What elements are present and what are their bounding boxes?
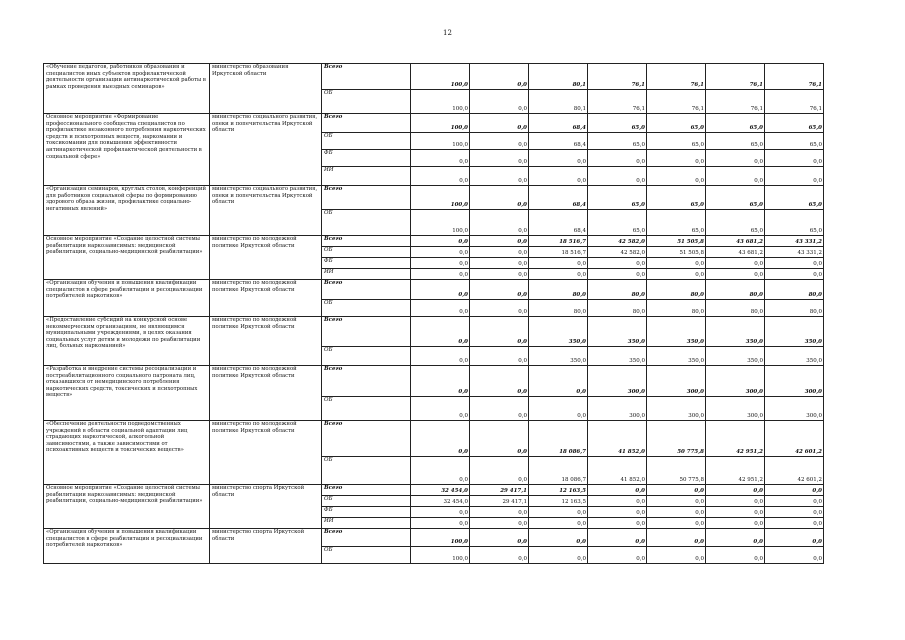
amount-cell: 80,0 [706,280,765,300]
amount-cell: 0,0 [588,518,647,529]
funding-source-cell: ОБ [322,300,411,317]
amount-cell: 76,1 [588,90,647,114]
funding-source-cell: ОБ [322,457,411,485]
funding-source-cell: ОБ [322,133,411,150]
amount-cell: 0,0 [411,397,470,421]
table-row [44,114,824,133]
funding-source-cell: ОБ [322,90,411,114]
funding-source-cell: ИИ [322,167,411,186]
funding-source-cell: Всего [322,529,411,547]
table-row [44,421,824,457]
amount-cell: 80,0 [706,300,765,317]
amount-cell: 51 505,8 [647,247,706,258]
amount-cell: 18 086,7 [529,421,588,457]
amount-cell: 0,0 [706,529,765,547]
amount-cell: 43 681,2 [706,247,765,258]
amount-cell: 0,0 [470,529,529,547]
funding-source-cell: Всего [322,280,411,300]
measure-description: «Разработка и внедрение системы ресоциализации и постреабилитационного социального патроната лиц, отказавшихся от немедицинского потребления наркотических средств, токсических и психотропных веществ» [44,366,210,421]
amount-cell: 0,0 [706,496,765,507]
amount-cell: 0,0 [470,421,529,457]
amount-cell: 0,0 [529,258,588,269]
amount-cell: 80,0 [647,300,706,317]
amount-cell: 0,0 [765,529,824,547]
amount-cell: 42 582,0 [588,236,647,247]
amount-cell: 0,0 [765,518,824,529]
amount-cell: 80,0 [588,280,647,300]
funding-source-cell: ОБ [322,547,411,564]
amount-cell: 65,0 [765,210,824,236]
amount-cell: 350,0 [588,317,647,347]
amount-cell: 29 417,1 [470,485,529,496]
amount-cell: 0,0 [588,150,647,167]
amount-cell: 0,0 [470,90,529,114]
amount-cell: 76,1 [647,64,706,90]
amount-cell: 68,4 [529,133,588,150]
funding-source-cell: ИИ [322,269,411,280]
funding-source-cell: ОБ [322,247,411,258]
amount-cell: 0,0 [470,397,529,421]
amount-cell: 80,1 [529,64,588,90]
amount-cell: 100,0 [411,186,470,210]
amount-cell: 300,0 [706,366,765,397]
amount-cell: 0,0 [706,547,765,564]
amount-cell: 100,0 [411,529,470,547]
amount-cell: 0,0 [647,167,706,186]
amount-cell: 0,0 [647,258,706,269]
funding-source-cell: Всего [322,186,411,210]
amount-cell: 12 163,5 [529,485,588,496]
amount-cell: 350,0 [647,317,706,347]
amount-cell: 300,0 [765,397,824,421]
amount-cell: 0,0 [470,64,529,90]
amount-cell: 0,0 [529,150,588,167]
amount-cell: 0,0 [470,518,529,529]
amount-cell: 350,0 [588,347,647,366]
amount-cell: 76,1 [765,64,824,90]
amount-cell: 0,0 [765,269,824,280]
executor-cell: министерство по молодежной политике Иркутской области [210,317,322,366]
amount-cell: 0,0 [411,300,470,317]
amount-cell: 68,4 [529,210,588,236]
funding-source-cell: Всего [322,64,411,90]
amount-cell: 350,0 [706,347,765,366]
amount-cell: 100,0 [411,114,470,133]
funding-source-cell: ИИ [322,518,411,529]
amount-cell: 80,0 [765,280,824,300]
amount-cell: 0,0 [411,167,470,186]
funding-source-cell: Всего [322,421,411,457]
measure-description: «Организация семинаров, круглых столов, конференций для работников социальной сферы по формированию здорового образа жизни, профилактике социально-негативных явлений» [44,186,210,236]
amount-cell: 0,0 [411,507,470,518]
amount-cell: 0,0 [765,167,824,186]
measure-description: «Организация обучения и повышения квалификации специалистов в сфере реабилитации и ресоциализации потребителей наркотиков» [44,280,210,317]
amount-cell: 0,0 [470,114,529,133]
amount-cell: 0,0 [765,507,824,518]
amount-cell: 0,0 [588,269,647,280]
amount-cell: 0,0 [706,269,765,280]
page-number: 12 [443,29,452,37]
amount-cell: 0,0 [765,258,824,269]
amount-cell: 0,0 [588,167,647,186]
amount-cell: 300,0 [765,366,824,397]
amount-cell: 0,0 [706,485,765,496]
amount-cell: 0,0 [470,366,529,397]
amount-cell: 51 505,8 [647,236,706,247]
executor-cell: министерство по молодежной политике Иркутской области [210,280,322,317]
amount-cell: 65,0 [765,133,824,150]
amount-cell: 0,0 [588,529,647,547]
amount-cell: 0,0 [411,518,470,529]
amount-cell: 65,0 [706,133,765,150]
executor-cell: министерство спорта Иркутской области [210,529,322,564]
amount-cell: 0,0 [588,507,647,518]
amount-cell: 12 163,5 [529,496,588,507]
funding-source-cell: ОБ [322,210,411,236]
amount-cell: 0,0 [470,186,529,210]
amount-cell: 0,0 [647,529,706,547]
amount-cell: 42 582,0 [588,247,647,258]
measure-description: Основное мероприятие «Создание целостной системы реабилитации наркозависимых: медицинской реабилитации, социально-медицинской реабилитации» [44,236,210,280]
amount-cell: 32 454,0 [411,485,470,496]
funding-source-cell: ОБ [322,496,411,507]
funding-source-cell: Всего [322,114,411,133]
amount-cell: 100,0 [411,64,470,90]
amount-cell: 0,0 [529,167,588,186]
amount-cell: 0,0 [529,269,588,280]
executor-cell: министерство по молодежной политике Иркутской области [210,366,322,421]
amount-cell: 0,0 [470,457,529,485]
amount-cell: 76,1 [588,64,647,90]
amount-cell: 0,0 [529,397,588,421]
amount-cell: 76,1 [647,90,706,114]
amount-cell: 65,0 [647,114,706,133]
amount-cell: 0,0 [411,421,470,457]
amount-cell: 0,0 [411,457,470,485]
amount-cell: 0,0 [411,247,470,258]
amount-cell: 43 681,2 [706,236,765,247]
amount-cell: 100,0 [411,547,470,564]
amount-cell: 65,0 [765,114,824,133]
amount-cell: 65,0 [706,210,765,236]
amount-cell: 0,0 [411,150,470,167]
amount-cell: 41 852,0 [588,457,647,485]
amount-cell: 68,4 [529,186,588,210]
table-row [44,529,824,547]
amount-cell: 0,0 [706,507,765,518]
amount-cell: 0,0 [529,507,588,518]
amount-cell: 0,0 [588,496,647,507]
amount-cell: 80,1 [529,90,588,114]
amount-cell: 0,0 [470,133,529,150]
amount-cell: 0,0 [411,317,470,347]
funding-source-cell: ОБ [322,347,411,366]
amount-cell: 0,0 [647,485,706,496]
amount-cell: 65,0 [588,133,647,150]
amount-cell: 0,0 [470,236,529,247]
amount-cell: 18 516,7 [529,236,588,247]
amount-cell: 0,0 [470,547,529,564]
amount-cell: 18 516,7 [529,247,588,258]
amount-cell: 80,0 [529,280,588,300]
amount-cell: 0,0 [706,150,765,167]
amount-cell: 0,0 [529,518,588,529]
amount-cell: 0,0 [470,150,529,167]
amount-cell: 65,0 [647,133,706,150]
amount-cell: 100,0 [411,210,470,236]
amount-cell: 80,0 [588,300,647,317]
funding-source-cell: Всего [322,366,411,397]
measure-description: «Обучение педагогов, работников образования и специалистов иных субъектов профилактической деятельности организации антинаркотической работы в рамках проведения выездных семинаров» [44,64,210,114]
amount-cell: 76,1 [765,90,824,114]
amount-cell: 65,0 [765,186,824,210]
amount-cell: 0,0 [470,280,529,300]
table-row [44,64,824,90]
amount-cell: 0,0 [470,300,529,317]
amount-cell: 32 454,0 [411,496,470,507]
table-row [44,186,824,210]
amount-cell: 0,0 [588,258,647,269]
amount-cell: 0,0 [765,485,824,496]
amount-cell: 0,0 [706,518,765,529]
amount-cell: 0,0 [411,366,470,397]
amount-cell: 41 852,0 [588,421,647,457]
amount-cell: 100,0 [411,133,470,150]
executor-cell: министерство по молодежной политике Иркутской области [210,236,322,280]
amount-cell: 65,0 [588,210,647,236]
amount-cell: 100,0 [411,90,470,114]
amount-cell: 0,0 [470,347,529,366]
amount-cell: 65,0 [647,186,706,210]
amount-cell: 0,0 [765,547,824,564]
amount-cell: 0,0 [470,247,529,258]
table-row [44,485,824,496]
measure-description: Основное мероприятие «Формирование профессионального сообщества специалистов по профилактике незаконного потребления наркотических средств и психотропных веществ, наркомании и токсикомании для повышения эффективности антинаркотической профилактической деятельности в социальной сфере» [44,114,210,186]
amount-cell: 0,0 [647,496,706,507]
amount-cell: 0,0 [411,347,470,366]
executor-cell: министерство образования Иркутской области [210,64,322,114]
amount-cell: 0,0 [765,150,824,167]
amount-cell: 0,0 [765,496,824,507]
amount-cell: 300,0 [588,397,647,421]
table-row [44,317,824,347]
amount-cell: 65,0 [706,186,765,210]
amount-cell: 76,1 [706,64,765,90]
funding-source-cell: ОБ [322,397,411,421]
amount-cell: 350,0 [647,347,706,366]
amount-cell: 29 417,1 [470,496,529,507]
amount-cell: 0,0 [529,366,588,397]
table-row [44,236,824,247]
amount-cell: 50 775,8 [647,457,706,485]
measure-description: «Обеспечение деятельности подведомственных учреждений в области социальной адаптации лиц страдающих наркотической, алкогольной зависимостями, а также зависимостями от психоактивных веществ и токсических веществ» [44,421,210,485]
amount-cell: 42 601,2 [765,457,824,485]
amount-cell: 0,0 [411,269,470,280]
funding-source-cell: Всего [322,317,411,347]
amount-cell: 350,0 [706,317,765,347]
amount-cell: 0,0 [470,317,529,347]
amount-cell: 65,0 [588,114,647,133]
amount-cell: 300,0 [647,397,706,421]
funding-table [43,63,824,564]
funding-source-cell: ФБ [322,258,411,269]
amount-cell: 65,0 [706,114,765,133]
amount-cell: 0,0 [647,269,706,280]
funding-source-cell: Всего [322,236,411,247]
amount-cell: 80,0 [647,280,706,300]
table-row [44,280,824,300]
measure-description: Основное мероприятие «Создание целостной системы реабилитации наркозависимых: медицинской реабилитации, социально-медицинской реабилитации» [44,485,210,529]
funding-source-cell: ФБ [322,507,411,518]
amount-cell: 43 331,2 [765,247,824,258]
amount-cell: 42 951,2 [706,457,765,485]
funding-source-cell: Всего [322,485,411,496]
amount-cell: 0,0 [588,485,647,496]
amount-cell: 350,0 [529,317,588,347]
amount-cell: 80,0 [529,300,588,317]
amount-cell: 65,0 [647,210,706,236]
amount-cell: 0,0 [470,210,529,236]
amount-cell: 0,0 [411,258,470,269]
amount-cell: 0,0 [411,280,470,300]
executor-cell: министерство социального развития, опеки и попечительства Иркутской области [210,186,322,236]
amount-cell: 42 951,2 [706,421,765,457]
amount-cell: 0,0 [411,236,470,247]
amount-cell: 350,0 [529,347,588,366]
measure-description: «Предоставление субсидий на конкурсной основе некоммерческим организациям, не являющимся муниципальными учреждениями, в целях оказания социальных услуг детям и молодежи по реабилитации лиц, больных наркоманией» [44,317,210,366]
amount-cell: 0,0 [647,507,706,518]
amount-cell: 68,4 [529,114,588,133]
amount-cell: 300,0 [706,397,765,421]
measure-description: «Организация обучения и повышения квалификации специалистов в сфере реабилитации и ресоциализации потребителей наркотиков» [44,529,210,564]
amount-cell: 43 331,2 [765,236,824,247]
amount-cell: 76,1 [706,90,765,114]
amount-cell: 0,0 [706,167,765,186]
amount-cell: 0,0 [470,258,529,269]
amount-cell: 0,0 [647,547,706,564]
amount-cell: 42 601,2 [765,421,824,457]
amount-cell: 0,0 [470,507,529,518]
amount-cell: 50 775,8 [647,421,706,457]
amount-cell: 0,0 [588,547,647,564]
amount-cell: 80,0 [765,300,824,317]
funding-source-cell: ФБ [322,150,411,167]
executor-cell: министерство по молодежной политике Иркутской области [210,421,322,485]
executor-cell: министерство спорта Иркутской области [210,485,322,529]
amount-cell: 0,0 [470,167,529,186]
amount-cell: 300,0 [647,366,706,397]
amount-cell: 0,0 [706,258,765,269]
amount-cell: 0,0 [529,529,588,547]
executor-cell: министерство социального развития, опеки и попечительства Иркутской области [210,114,322,186]
amount-cell: 18 086,7 [529,457,588,485]
amount-cell: 0,0 [529,547,588,564]
amount-cell: 0,0 [647,150,706,167]
amount-cell: 0,0 [647,518,706,529]
table-row [44,366,824,397]
amount-cell: 350,0 [765,347,824,366]
amount-cell: 300,0 [588,366,647,397]
amount-cell: 65,0 [588,186,647,210]
amount-cell: 0,0 [470,269,529,280]
amount-cell: 350,0 [765,317,824,347]
